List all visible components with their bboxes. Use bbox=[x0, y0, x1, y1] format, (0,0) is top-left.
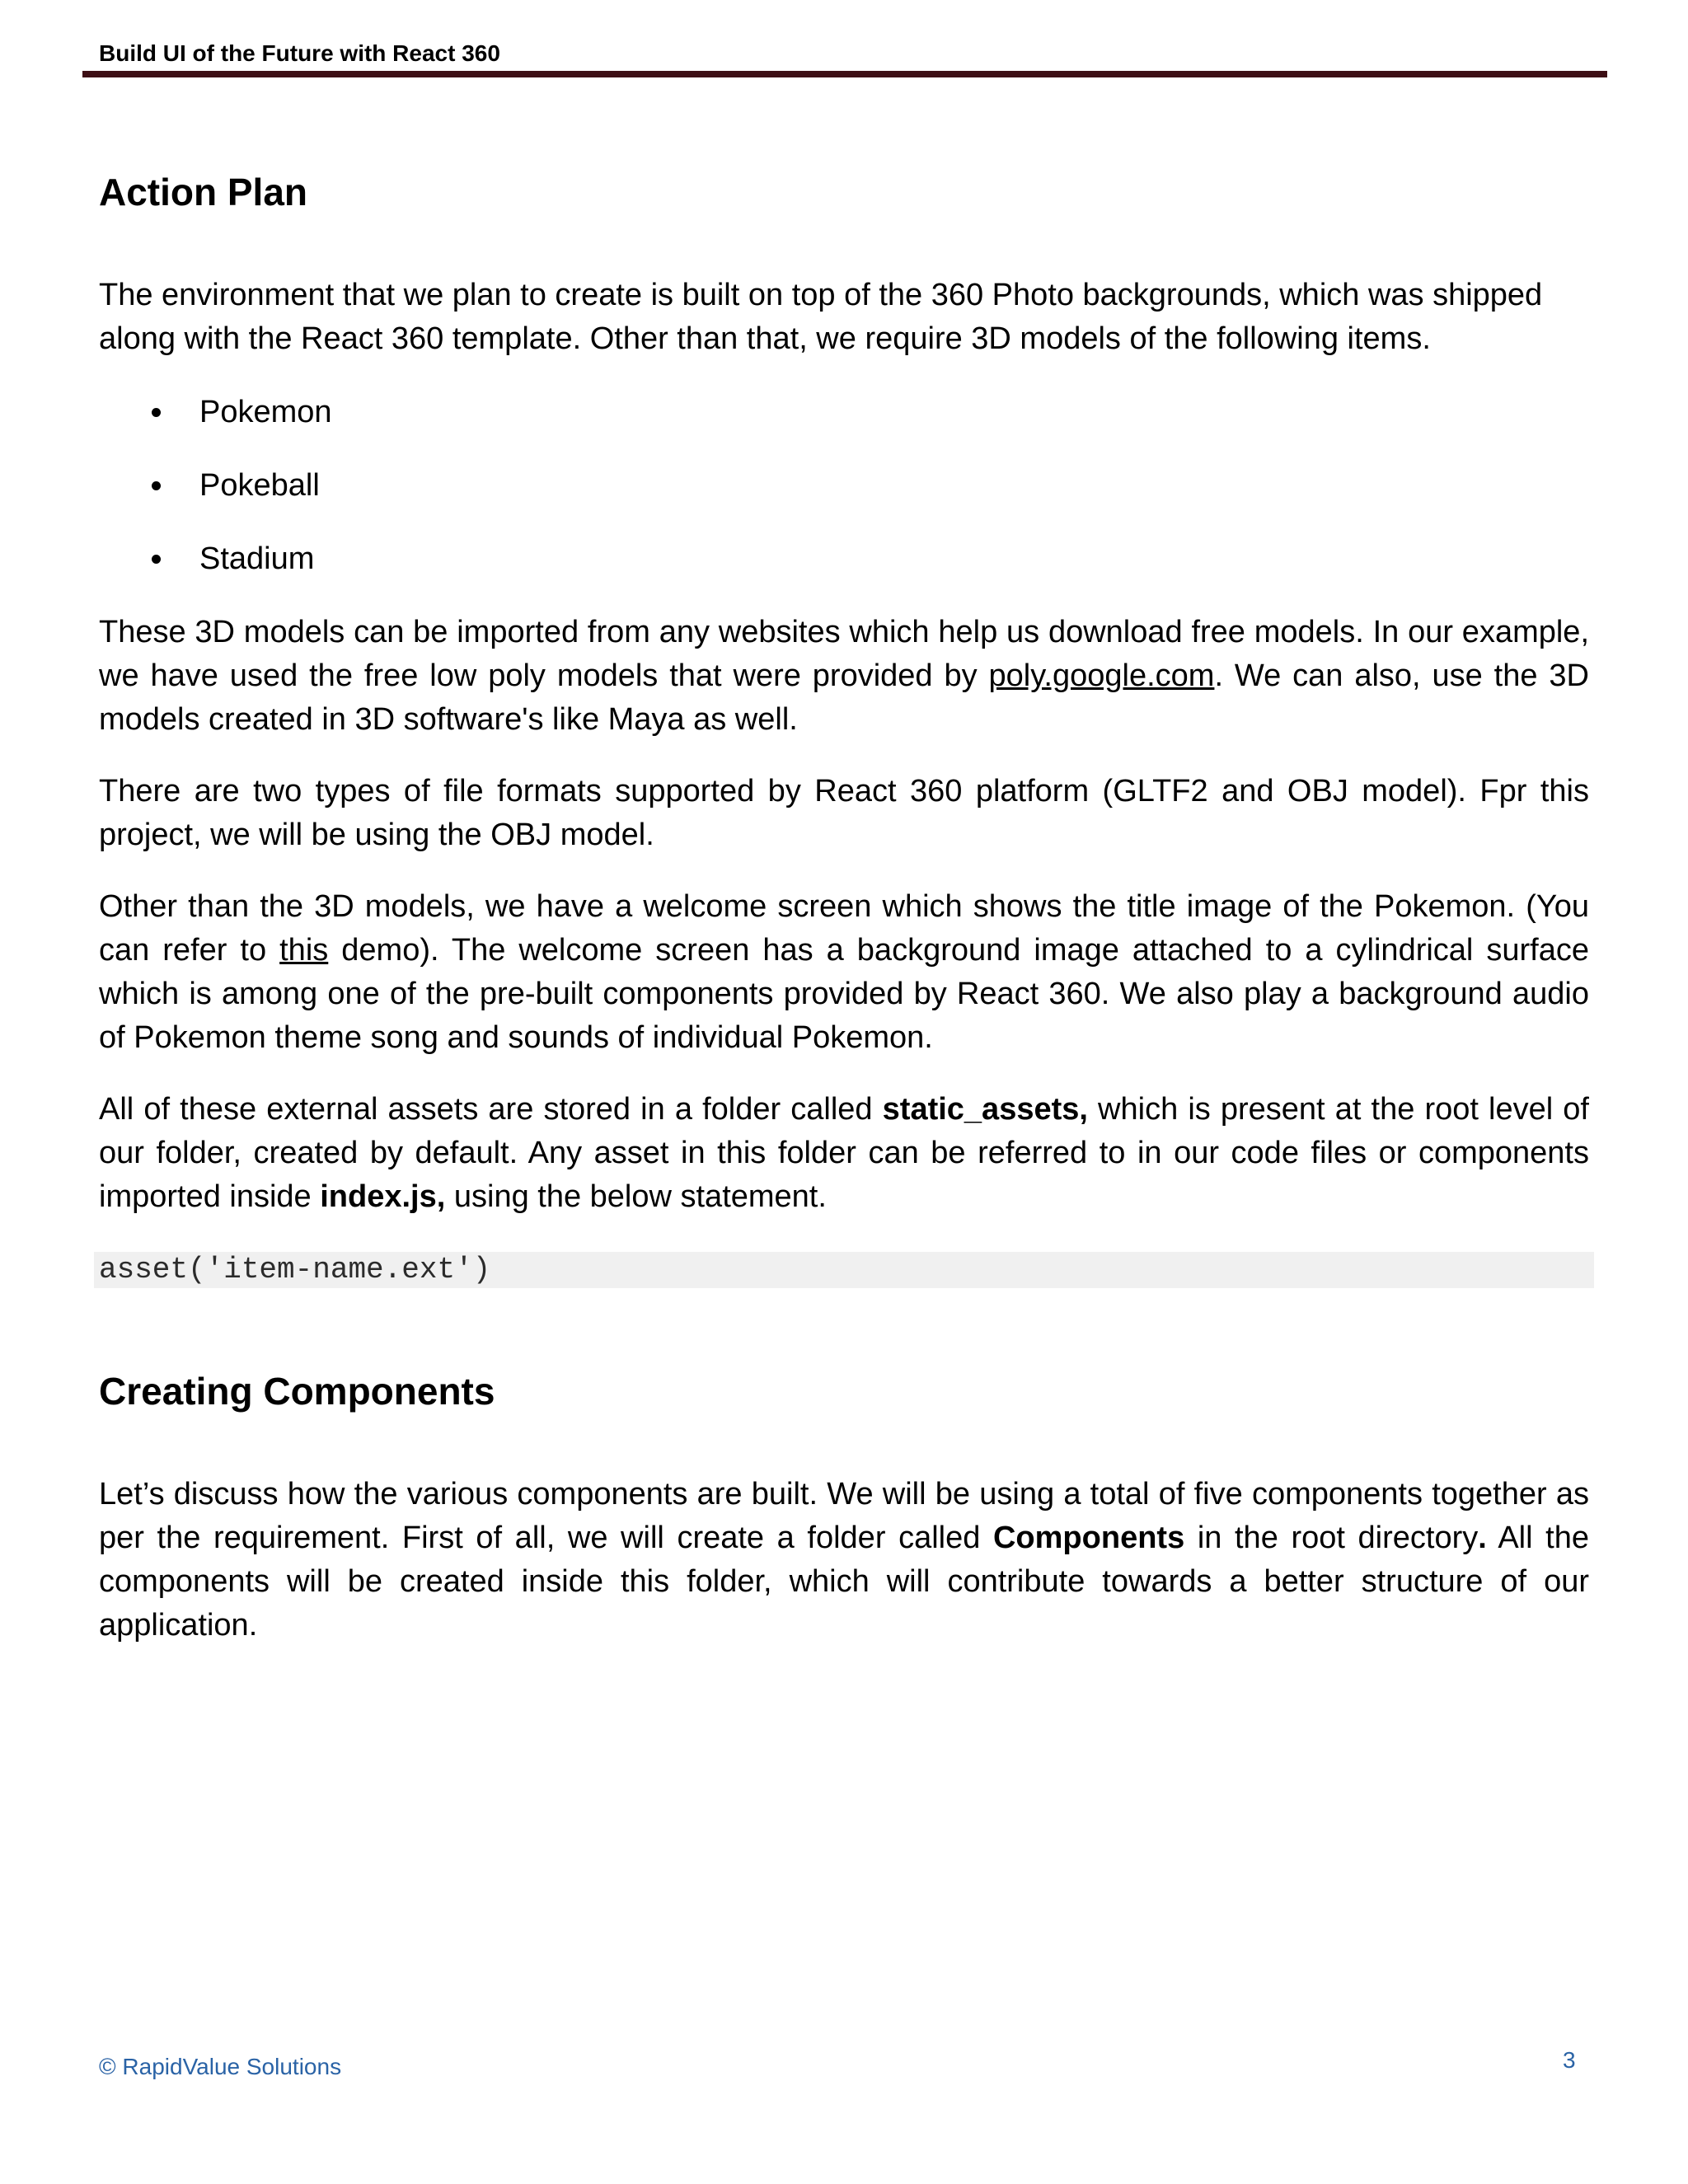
models-paragraph: These 3D models can be imported from any websites which help us download free models. In our example, we have used the free low poly models that were provided by poly.google.com. We can also, use the 3D models created in 3D software's like Maya as well. bbox=[99, 615, 1589, 737]
list-item: Pokeball bbox=[99, 464, 1589, 508]
section-heading-creating-components: Creating Components bbox=[99, 1370, 495, 1413]
page-number: 3 bbox=[1563, 2047, 1576, 2073]
footer-copyright: © RapidValue Solutions bbox=[99, 2054, 342, 2079]
demo-link[interactable]: this bbox=[279, 933, 329, 968]
bullet-icon bbox=[152, 408, 161, 417]
bullet-icon bbox=[152, 481, 161, 490]
components-paragraph: Let’s discuss how the various components are built. We will be using a total of five components together as per the requirement. First of all, we will create a folder called Components in the root directory. All the components will be created inside this folder, which will contribute towards a better structure of our application. bbox=[99, 1477, 1589, 1643]
poly-google-link[interactable]: poly.google.com bbox=[988, 658, 1215, 693]
running-header-title: Build UI of the Future with React 360 bbox=[99, 40, 500, 66]
list-item: Stadium bbox=[99, 537, 1589, 581]
bullet-icon bbox=[152, 555, 161, 564]
model-list bbox=[99, 391, 1589, 581]
welcome-screen-paragraph: Other than the 3D models, we have a welcome screen which shows the title image of the Pokemon. (You can refer to this demo). The welcome screen has a background image attached to a cylindrical surface which is among one of the pre-built components provided by React 360. We also play a background audio of Pokemon theme song and sounds of individual Pokemon. bbox=[99, 889, 1589, 1055]
section-heading-action-plan: Action Plan bbox=[99, 171, 308, 213]
formats-paragraph: There are two types of file formats supported by React 360 platform (GLTF2 and OBJ model). Fpr this project, we will be using the OBJ model. bbox=[99, 774, 1589, 852]
assets-paragraph: All of these external assets are stored in a folder called static_assets, which is present at the root level of our folder, created by default. Any asset in this folder can be referred to in our code files or components imported inside index.js, using the below statement. bbox=[99, 1092, 1589, 1214]
intro-paragraph: The environment that we plan to create is built on top of the 360 Photo backgrounds, which was shipped along with the React 360 template. Other than that, we require 3D models of the following items. bbox=[99, 278, 1543, 356]
header-rule bbox=[82, 71, 1607, 77]
list-item: Pokemon bbox=[99, 391, 1589, 434]
code-snippet: asset('item-name.ext') bbox=[94, 1252, 1594, 1288]
page-content bbox=[99, 168, 1589, 1647]
